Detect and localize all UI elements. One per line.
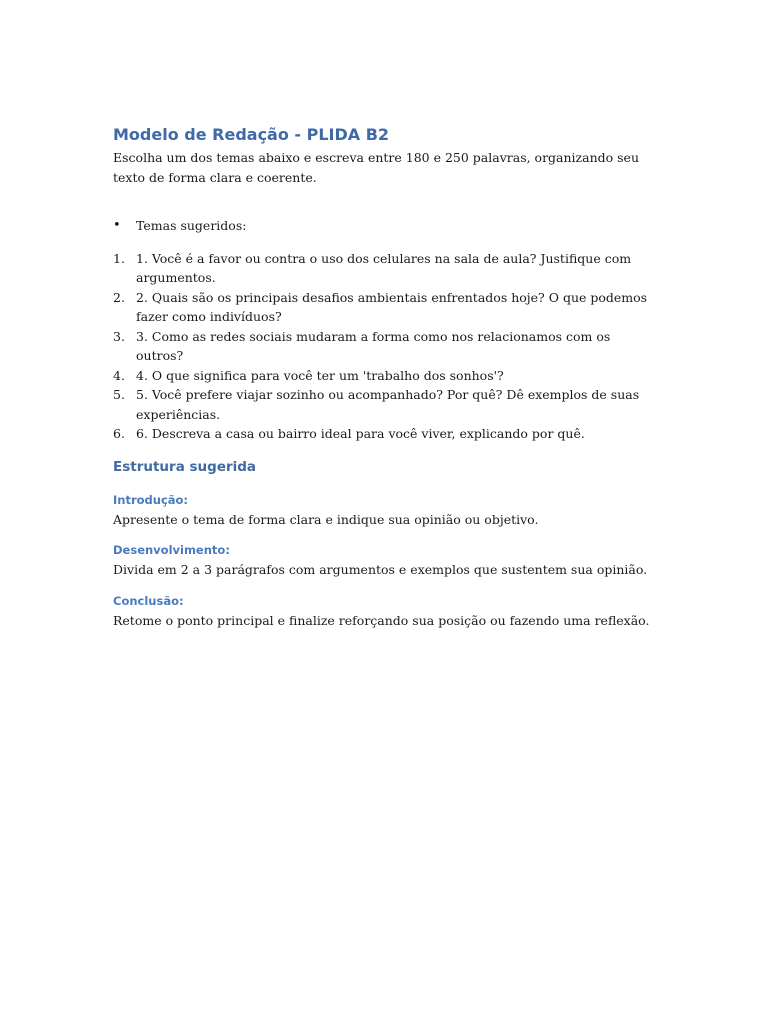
topic-number: 4. bbox=[113, 367, 125, 383]
section-heading-introducao: Introdução: bbox=[113, 492, 189, 507]
intro-paragraph: Escolha um dos temas abaixo e escreva entre 180 e 250 palavras, organizando seu texto de forma clara e coerente. bbox=[113, 150, 640, 185]
section-heading-desenvolvimento: Desenvolvimento: bbox=[113, 543, 230, 557]
topic-number: 3. bbox=[113, 328, 125, 344]
topics-label: Temas sugeridos: bbox=[136, 218, 247, 233]
topic-item bbox=[113, 385, 653, 424]
bullet-dot: • bbox=[113, 218, 121, 233]
topic-item bbox=[113, 249, 653, 288]
topic-item bbox=[113, 327, 653, 366]
topic-item bbox=[113, 366, 653, 386]
topic-number: 6. bbox=[113, 426, 125, 441]
document-title: Modelo de Redação - PLIDA B2 bbox=[113, 125, 390, 144]
section-text-desenvolvimento: Divida em 2 a 3 parágrafos com argumentos e exemplos que sustentem sua opinião. bbox=[113, 562, 648, 577]
topic-number: 2. bbox=[113, 289, 125, 305]
structure-heading: Estrutura sugerida bbox=[113, 458, 257, 475]
topic-text: 2. Quais são os principais desafios ambientais enfrentados hoje? O que podemos fazer como indivíduos? bbox=[136, 289, 648, 324]
section-text-conclusao: Retome o ponto principal e finalize reforçando sua posição ou fazendo uma reflexão. bbox=[113, 612, 650, 628]
topics-bullet bbox=[113, 216, 653, 236]
section-heading-conclusao: Conclusão: bbox=[113, 593, 184, 608]
topic-item bbox=[113, 288, 653, 327]
topic-text: 5. Você prefere viajar sozinho ou acompanhado? Por quê? Dê exemplos de suas experiências. bbox=[136, 387, 640, 422]
topic-text: 1. Você é a favor ou contra o uso dos celulares na sala de aula? Justifique com argumentos. bbox=[136, 250, 632, 285]
topic-number: 1. bbox=[113, 250, 125, 266]
topic-text: 6. Descreva a casa ou bairro ideal para você viver, explicando por quê. bbox=[136, 426, 585, 441]
topic-text: 3. Como as redes sociais mudaram a forma como nos relacionamos com os outros? bbox=[136, 328, 611, 363]
topic-number: 5. bbox=[113, 387, 125, 402]
document-page bbox=[113, 124, 653, 630]
topic-item bbox=[113, 424, 653, 444]
topics-list bbox=[113, 249, 653, 444]
topic-text: 4. O que significa para você ter um 'trabalho dos sonhos'? bbox=[136, 367, 504, 383]
section-text-introducao: Apresente o tema de forma clara e indique sua opinião ou objetivo. bbox=[113, 511, 539, 527]
